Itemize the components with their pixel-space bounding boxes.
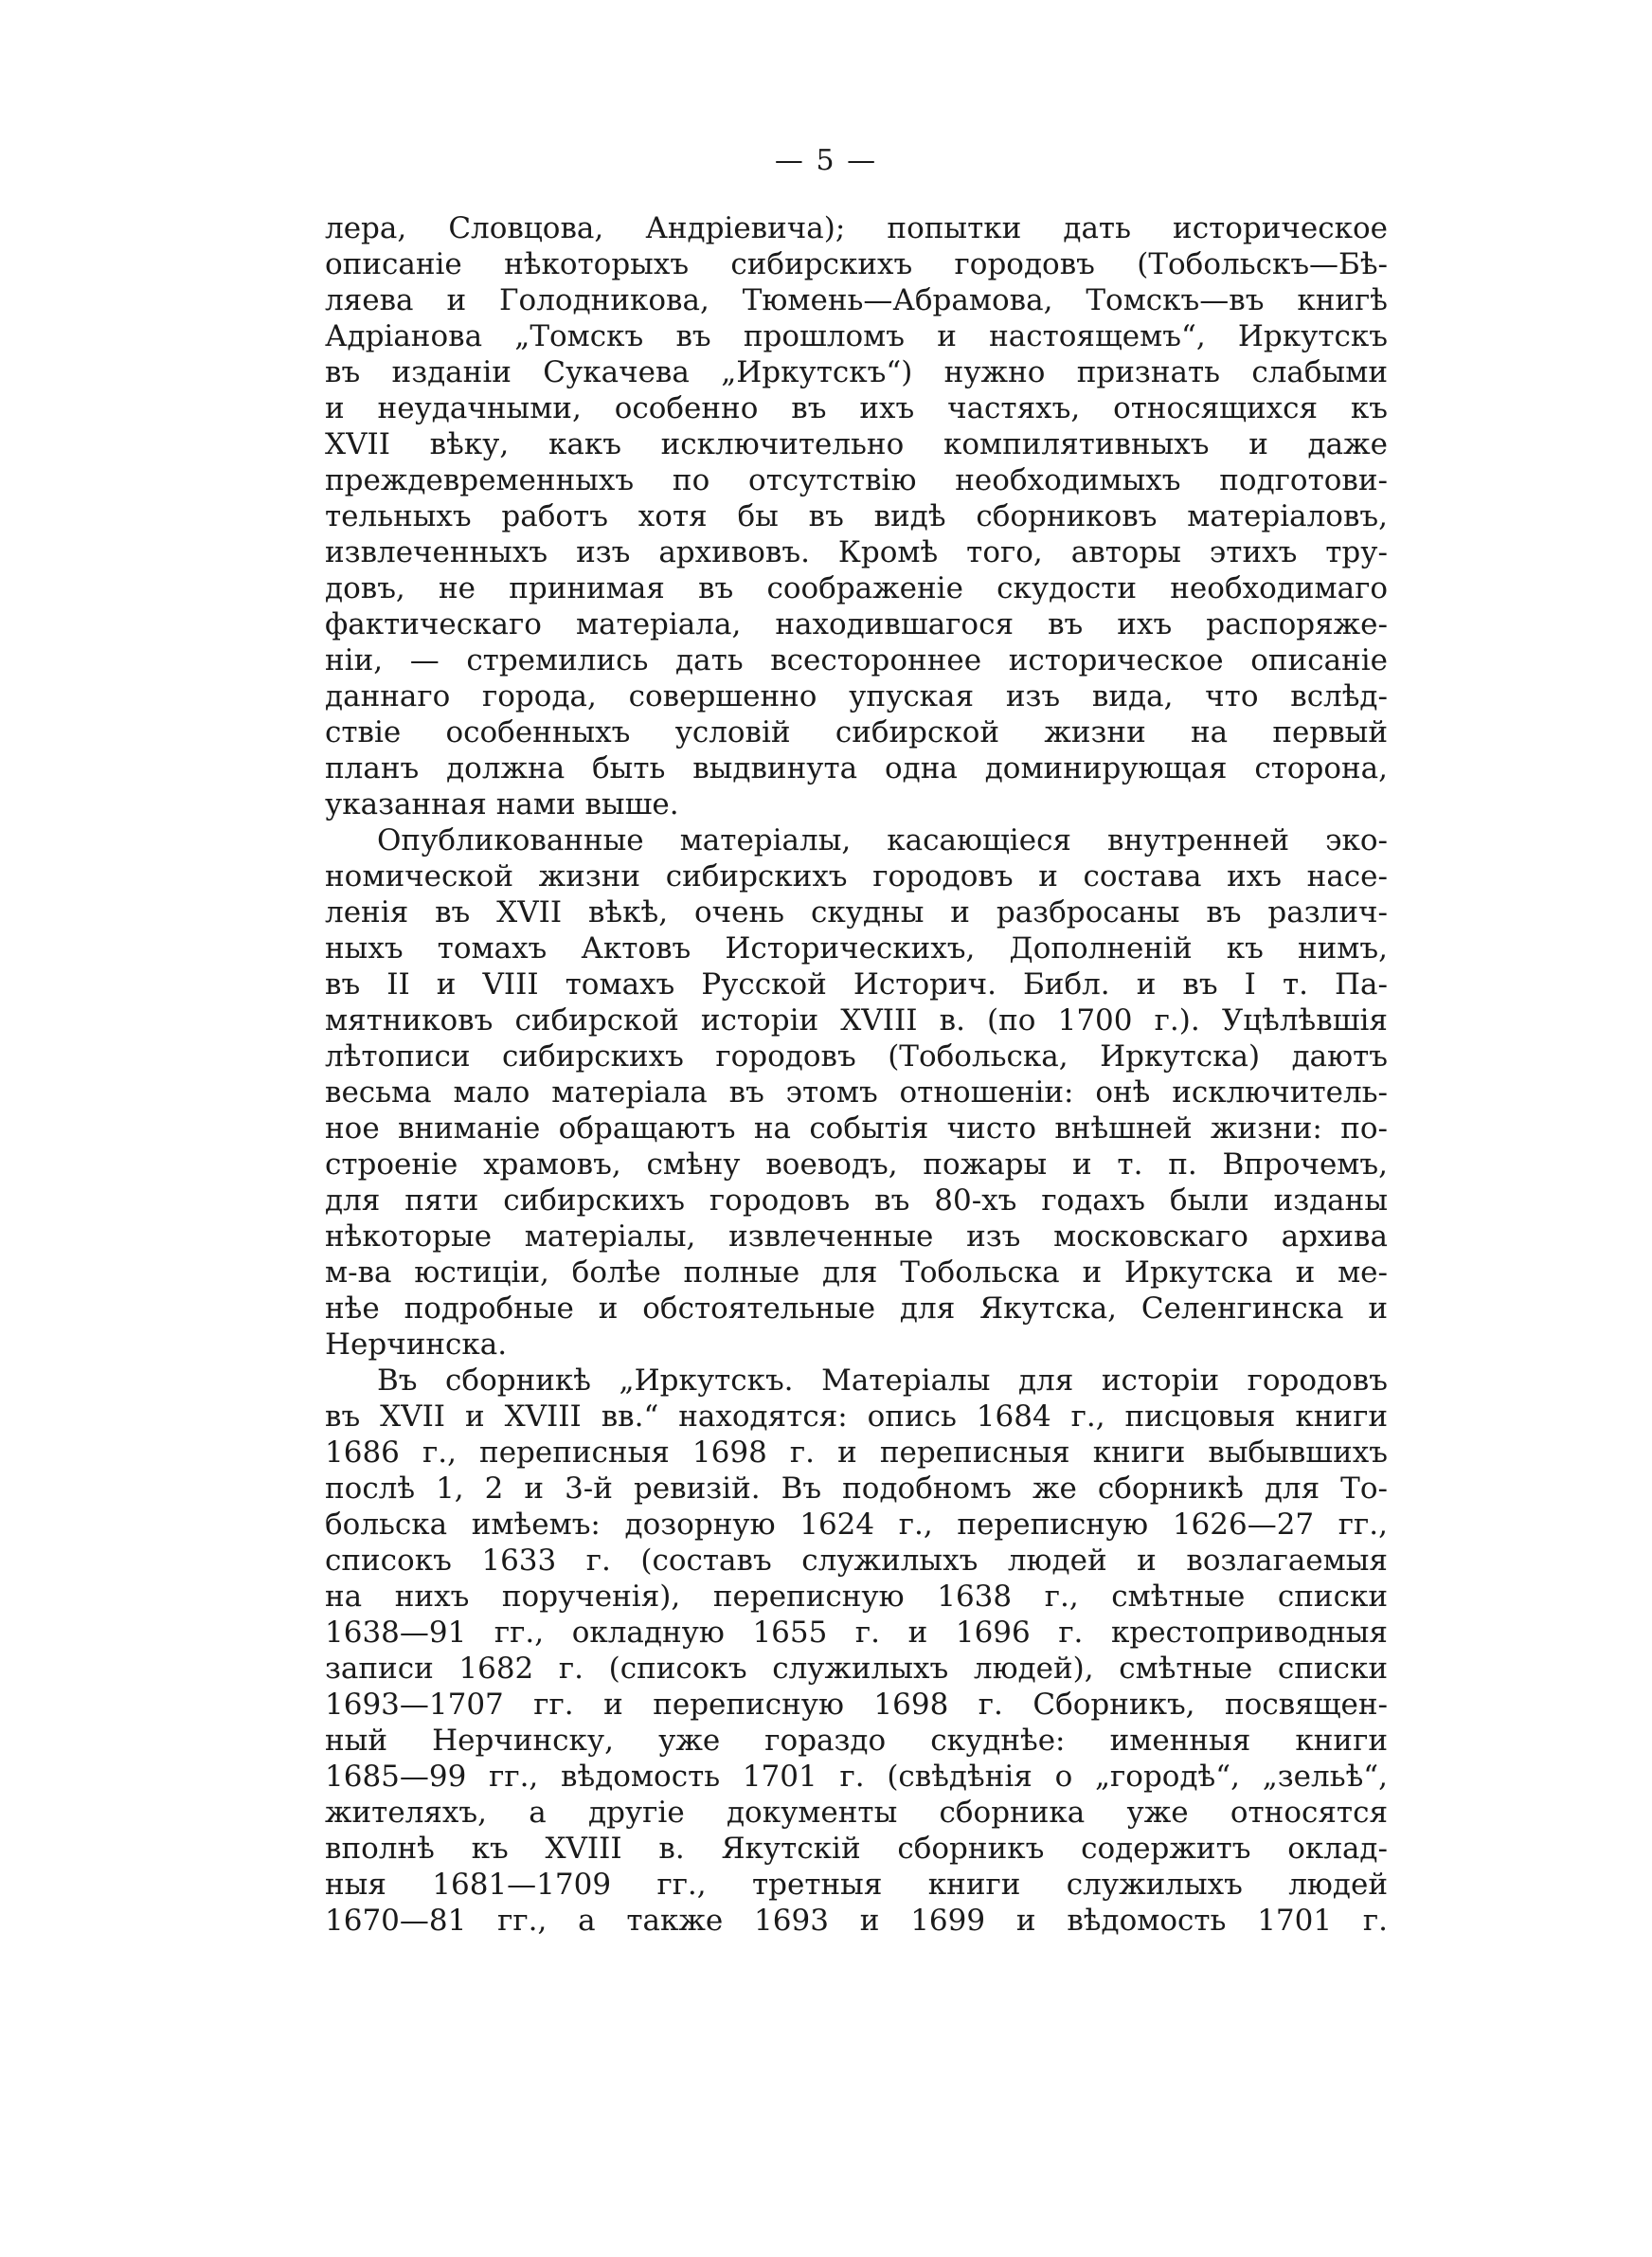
text-line: нѣе подробные и обстоятельные для Якутска, Селенгинска и (325, 1291, 1388, 1326)
text-line: списокъ 1633 г. (составъ служилыхъ людей и возлагаемыя (325, 1544, 1388, 1578)
text-line: послѣ 1, 2 и 3-й ревизій. Въ подобномъ же сборникѣ для То- (325, 1472, 1388, 1506)
text-line: 1685—99 гг., вѣдомость 1701 г. (свѣдѣнія о „городѣ“, „зельѣ“, (325, 1760, 1388, 1794)
text-line: XVII вѣку, какъ исключительно компилятивныхъ и даже (325, 427, 1388, 461)
text-line: Адріанова „Томскъ въ прошломъ и настоящемъ“, Иркутскъ (325, 319, 1388, 353)
text-line: жителяхъ, а другіе документы сборника уже относятся (325, 1796, 1388, 1830)
text-line: на нихъ порученія), переписную 1638 г., смѣтные списки (325, 1580, 1388, 1614)
text-line: планъ должна быть выдвинута одна доминирующая сторона, (325, 751, 1388, 785)
text-line: Въ сборникѣ „Иркутскъ. Матеріалы для исторіи городовъ (377, 1363, 1388, 1398)
text-line: указанная нами выше. (325, 787, 679, 822)
text-line: ляева и Голодникова, Тюмень—Абрамова, Томскъ—въ книгѣ (325, 283, 1388, 317)
text-line: 1670—81 гг., а также 1693 и 1699 и вѣдомость 1701 г. (325, 1904, 1388, 1938)
text-line: ное вниманіе обращаютъ на событія чисто внѣшней жизни: по- (325, 1111, 1388, 1146)
text-line: Нерчинска. (325, 1327, 508, 1362)
text-line: довъ, не принимая въ соображеніе скудости необходимаго (325, 571, 1388, 605)
text-line: строеніе храмовъ, смѣну воеводъ, пожары и т. п. Впрочемъ, (325, 1147, 1388, 1182)
text-line: даннаго города, совершенно упуская изъ вида, что вслѣд- (325, 679, 1388, 713)
text-line: мятниковъ сибирской исторіи XVIII в. (по 1700 г.). Уцѣлѣвшія (325, 1003, 1388, 1038)
text-line: больска имѣемъ: дозорную 1624 г., переписную 1626—27 гг., (325, 1508, 1388, 1542)
text-line: фактическаго матеріала, находившагося въ ихъ распоряже- (325, 607, 1388, 641)
text-line: ный Нерчинску, уже гораздо скуднѣе: именныя книги (325, 1724, 1388, 1758)
text-line: въ XVII и XVIII вв.“ находятся: опись 1684 г., писцовыя книги (325, 1399, 1388, 1434)
text-line: весьма мало матеріала въ этомъ отношеніи: онѣ исключитель- (325, 1075, 1388, 1110)
text-line: въ изданіи Сукачева „Иркутскъ“) нужно признать слабыми (325, 355, 1388, 389)
text-line: 1686 г., переписныя 1698 г. и переписныя книги выбывшихъ (325, 1435, 1388, 1470)
text-line: ныя 1681—1709 гг., третныя книги служилыхъ людей (325, 1868, 1388, 1902)
text-line: лера, Словцова, Андріевича); попытки дать историческое (325, 211, 1388, 245)
text-line: для пяти сибирскихъ городовъ въ 80-хъ годахъ были изданы (325, 1183, 1388, 1218)
page-number: — 5 — (774, 144, 878, 177)
text-line: преждевременныхъ по отсутствію необходимыхъ подготови- (325, 463, 1388, 497)
text-line: записи 1682 г. (списокъ служилыхъ людей), смѣтные списки (325, 1652, 1388, 1686)
text-line: Опубликованные матеріалы, касающіеся внутренней эко- (377, 823, 1388, 858)
text-line: ленія въ XVII вѣкѣ, очень скудны и разбросаны въ различ- (325, 895, 1388, 930)
text-line: 1693—1707 гг. и переписную 1698 г. Сборникъ, посвящен- (325, 1688, 1388, 1722)
text-line: лѣтописи сибирскихъ городовъ (Тобольска, Иркутска) даютъ (325, 1039, 1388, 1074)
text-line: ствіе особенныхъ условій сибирской жизни на первый (325, 715, 1388, 749)
text-line: номической жизни сибирскихъ городовъ и состава ихъ насе- (325, 859, 1388, 894)
body-text (325, 210, 1388, 1939)
text-line: тельныхъ работъ хотя бы въ видѣ сборниковъ матеріаловъ, (325, 499, 1388, 533)
text-line: описаніе нѣкоторыхъ сибирскихъ городовъ (Тобольскъ—Бѣ- (325, 247, 1388, 281)
text-line: ніи, — стремились дать всестороннее историческое описаніе (325, 643, 1388, 677)
text-line: вполнѣ къ XVIII в. Якутскій сборникъ содержитъ оклад- (325, 1832, 1388, 1866)
text-line: 1638—91 гг., окладную 1655 г. и 1696 г. крестоприводныя (325, 1616, 1388, 1650)
text-line: и неудачными, особенно въ ихъ частяхъ, относящихся къ (325, 391, 1388, 425)
text-line: м-ва юстиціи, болѣе полные для Тобольска и Иркутска и ме- (325, 1255, 1388, 1290)
text-line: извлеченныхъ изъ архивовъ. Кромѣ того, авторы этихъ тру- (325, 535, 1388, 569)
text-line: въ II и VIII томахъ Русской Историч. Библ. и въ I т. Па- (325, 967, 1388, 1002)
text-line: нѣкоторые матеріалы, извлеченные изъ московскаго архива (325, 1219, 1388, 1254)
text-line: ныхъ томахъ Актовъ Историческихъ, Дополненій къ нимъ, (325, 931, 1388, 966)
